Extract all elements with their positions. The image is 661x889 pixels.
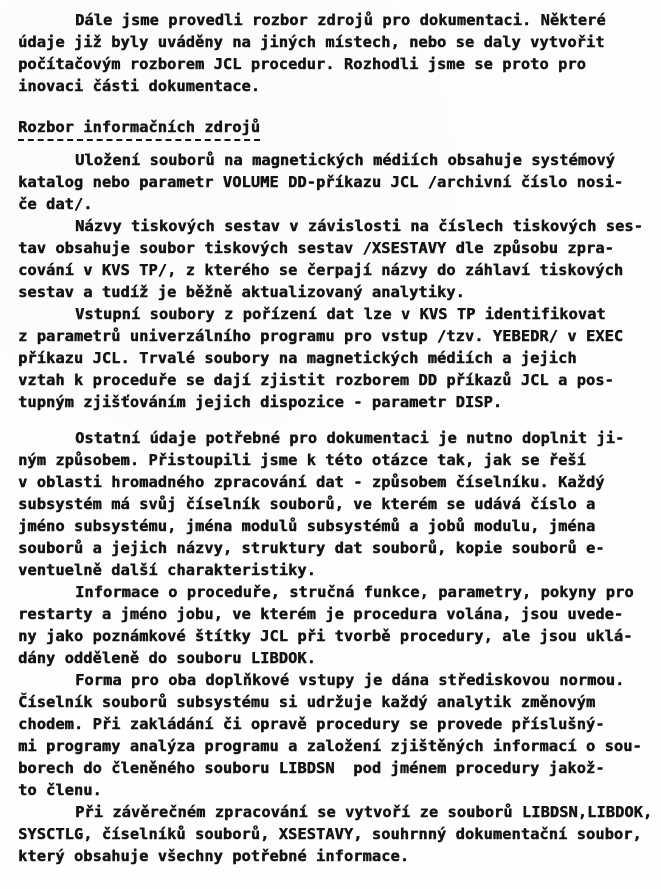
text-line: borech do členěného souboru LIBDSN pod jménem procedury jakož- [18, 759, 605, 777]
text-line: Forma pro oba doplňkové vstupy je dána střediskovou normou. [75, 671, 625, 689]
text-line: SYSCTLG, číselníků souborů, XSESTAVY, souhrnný dokumentační soubor, [18, 825, 642, 843]
paragraph [18, 149, 653, 215]
text-line: Číselník souborů subsystému si udržuje každý analytik změnovým [18, 693, 596, 711]
paragraph [18, 581, 653, 669]
text-line: souborů a jejich názvy, struktury dat souborů, kopie souborů e- [18, 539, 605, 557]
text-line: který obsahuje všechny potřebné informace. [18, 847, 409, 865]
text-line: tupným zjišťováním jejich dispozice - parametr DISP. [18, 393, 503, 411]
text-line: vztah k proceduře se dají zjistit rozborem DD příkazů JCL a pos- [18, 371, 614, 389]
text-line: v oblasti hromadného zpracování dat - způsobem číselníku. Každý [18, 473, 605, 491]
text-line: ny jako poznámkové štítky JCL při tvorbě procedury, ale jsou uklá- [18, 627, 633, 645]
text-line: jméno subsystému, jména modulů subsystémů a jobů modulu, jména [18, 517, 596, 535]
text-line: restarty a jméno jobu, ve kterém je procedura volána, jsou uvede- [18, 605, 624, 623]
text-line: cování v KVS TP/, z kterého se čerpají názvy do záhlaví tiskových [18, 261, 624, 279]
paragraph [18, 669, 653, 867]
paragraph [18, 215, 653, 303]
text-line: příkazu JCL. Trvalé soubory na magnetických médiích a jejich [18, 349, 577, 367]
document-body [18, 9, 653, 867]
text-line: inovaci části dokumentace. [18, 77, 261, 95]
text-line: ventuelně další charakteristiky. [18, 561, 316, 579]
text-line: Uložení souborů na magnetických médiích obsahuje systémový [75, 151, 615, 169]
text-line: chodem. Při zakládání či opravě procedury se provede příslušný- [18, 715, 605, 733]
text-line: Informace o proceduře, stručná funkce, parametry, pokyny pro [75, 583, 634, 601]
text-line: to členu. [18, 781, 102, 799]
text-line: tav obsahuje soubor tiskových sestav /XSESTAVY dle způsobu zpra- [18, 239, 614, 257]
text-line: dány odděleně do souboru LIBDOK. [18, 649, 316, 667]
section-heading [18, 116, 653, 140]
text-line: sestav a tudíž je běžně aktualizovaný analytiky. [18, 283, 465, 301]
text-line: z parametrů univerzálního programu pro vstup /tzv. YEBEDR/ v EXEC [18, 327, 624, 345]
text-line: ným způsobem. Přistoupili jsme k této otázce tak, jak se řeší [18, 451, 586, 469]
text-line: Při závěrečném zpracování se vytvoří ze souborů LIBDSN,LIBDOK, [75, 803, 653, 821]
paragraph [18, 303, 653, 413]
paragraph [18, 9, 653, 97]
text-line: če dat/. [18, 195, 93, 213]
text-line: údaje již byly uváděny na jiných místech, nebo se daly vytvořit [18, 33, 605, 51]
text-line: počítačovým rozborem JCL procedur. Rozhodli jsme se proto pro [18, 55, 586, 73]
text-line: subsystém má svůj číselník souborů, ve kterém se udává číslo a [18, 495, 596, 513]
text-line: Ostatní údaje potřebné pro dokumentaci je nutno doplnit ji- [75, 429, 625, 447]
text-line: Názvy tiskových sestav v závislosti na číslech tiskových ses- [75, 217, 643, 235]
text-line: katalog nebo parametr VOLUME DD-příkazu JCL /archivní číslo nosi- [18, 173, 624, 191]
text-line: mi programy analýza programu a založení zjištěných informací o sou- [18, 737, 642, 755]
text-line: Vstupní soubory z pořízení dat lze v KVS TP identifikovat [75, 305, 606, 323]
paragraph [18, 427, 653, 581]
section-heading-text: Rozbor informačních zdrojů [18, 116, 260, 141]
text-line: Dále jsme provedli rozbor zdrojů pro dokumentaci. Některé [75, 11, 606, 29]
